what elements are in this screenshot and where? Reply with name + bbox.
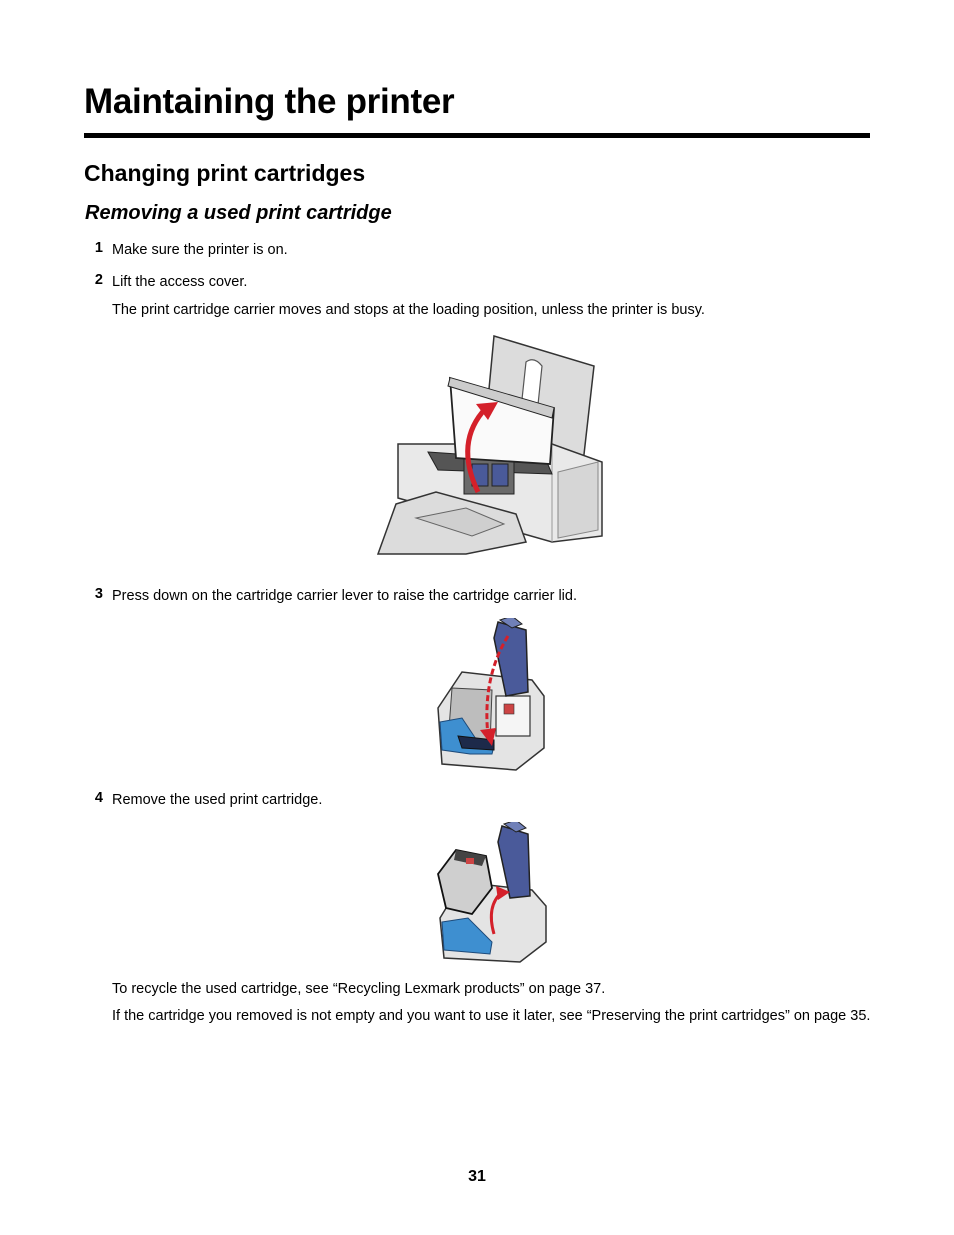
step-1-number: 1 (94, 240, 103, 256)
step-4-text: Remove the used print cartridge. (112, 792, 323, 808)
step-4-number: 4 (94, 790, 103, 806)
recycling-note: To recycle the used cartridge, see “Recycling Lexmark products” on page 37. (112, 981, 606, 997)
step-1-text: Make sure the printer is on. (112, 242, 288, 258)
printer-access-cover-illustration (376, 332, 608, 564)
preserving-note: If the cartridge you removed is not empty and you want to use it later, see “Preserving the print cartridges” on page 35. (112, 1008, 871, 1024)
step-3-number: 3 (94, 586, 103, 602)
remove-cartridge-illustration (432, 822, 550, 968)
chapter-rule (84, 133, 870, 138)
chapter-title: Maintaining the printer (84, 82, 455, 121)
step-2-number: 2 (94, 272, 103, 288)
section-title: Changing print cartridges (84, 160, 366, 186)
cartridge-carrier-lid-illustration (432, 618, 550, 774)
step-3-text: Press down on the cartridge carrier lever to raise the cartridge carrier lid. (112, 588, 577, 604)
page-number: 31 (468, 1168, 486, 1185)
step-2-note: The print cartridge carrier moves and stops at the loading position, unless the printer is busy. (112, 302, 705, 318)
step-2-text: Lift the access cover. (112, 274, 248, 290)
subsection-title: Removing a used print cartridge (85, 202, 392, 224)
